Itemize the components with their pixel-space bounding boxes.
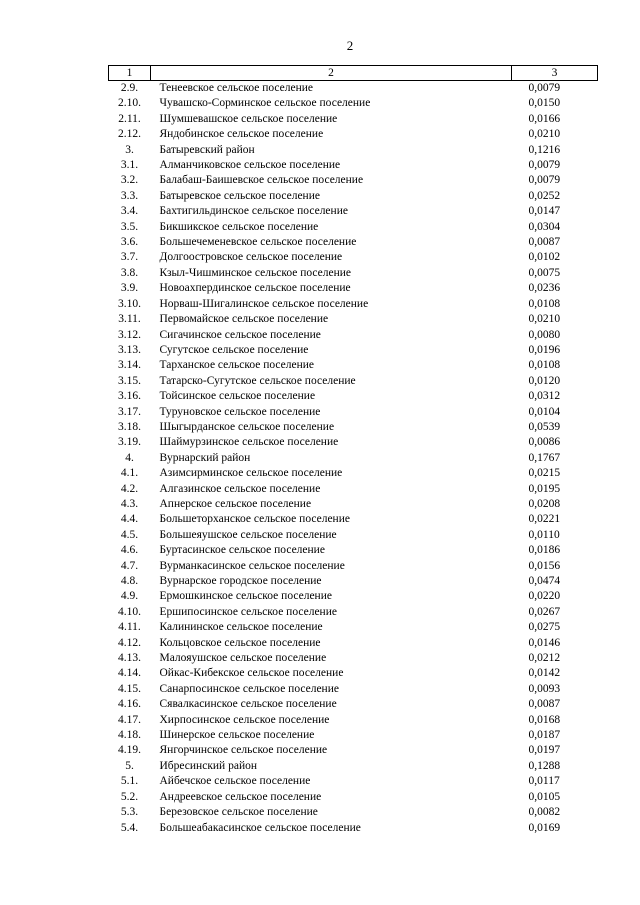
settlement-name: Кольцовское сельское поселение	[159, 636, 321, 649]
table-row	[109, 651, 598, 666]
settlement-name: Азимсирминское сельское поселение	[159, 467, 343, 480]
row-number: 2.12.	[118, 128, 141, 141]
row-number: 2.10.	[118, 97, 141, 110]
row-number: 4.8.	[120, 575, 139, 587]
row-number: 5.2.	[120, 790, 139, 803]
table-row	[109, 805, 598, 820]
coefficient-value: 0,0275	[528, 621, 561, 634]
row-number: 4.10.	[118, 605, 141, 618]
row-number: 4.9.	[120, 590, 139, 603]
settlement-name: Ибресинский район	[159, 759, 257, 772]
coefficient-value: 0,0197	[528, 744, 561, 757]
settlement-name: Чувашско-Сорминское сельское поселение	[159, 97, 371, 110]
row-number: 4.1.	[120, 467, 139, 480]
settlement-name: Шыгырданское сельское поселение	[159, 420, 335, 433]
settlement-name: Апнерское сельское поселение	[159, 497, 312, 510]
coefficient-value: 0,0146	[528, 636, 561, 649]
settlement-name: Сигачинское сельское поселение	[159, 328, 321, 341]
header-col-1: 1	[109, 66, 151, 81]
row-number: 3.1.	[120, 159, 139, 172]
table-row	[109, 328, 598, 343]
table-row	[109, 559, 598, 574]
coefficient-value: 0,0267	[528, 605, 561, 618]
table-row	[109, 605, 598, 620]
table-row	[109, 466, 598, 481]
table-row	[109, 250, 598, 265]
coefficient-value: 0,0252	[528, 189, 561, 202]
settlement-name: Тенеевское сельское поселение	[159, 82, 313, 94]
row-number: 3.	[125, 143, 134, 156]
row-number: 3.3.	[120, 189, 139, 202]
row-number: 3.13.	[118, 343, 141, 356]
coefficient-value: 0,0166	[528, 112, 561, 125]
row-number: 4.13.	[118, 652, 141, 665]
table-row	[109, 297, 598, 312]
row-number: 3.6.	[120, 236, 139, 249]
row-number: 4.7.	[120, 559, 139, 572]
table-row	[109, 173, 598, 188]
coefficient-value: 0,0210	[528, 128, 561, 141]
coefficient-value: 0,1288	[528, 759, 561, 772]
row-number: 2.11.	[118, 112, 141, 125]
coefficient-value: 0,0093	[528, 682, 561, 695]
table-row	[109, 636, 598, 651]
coefficient-value: 0,0196	[528, 343, 561, 356]
coefficient-value: 0,0110	[528, 528, 560, 541]
coefficient-value: 0,0187	[528, 729, 561, 742]
coefficient-value: 0,0210	[528, 313, 561, 326]
row-number: 4.17.	[118, 713, 141, 726]
table-row	[109, 774, 598, 789]
table-row	[109, 374, 598, 389]
table-row	[109, 697, 598, 712]
table-row	[109, 589, 598, 604]
settlement-name: Долгоостровское сельское поселение	[159, 251, 343, 264]
coefficient-value: 0,0079	[528, 82, 561, 94]
settlement-name: Кзыл-Чишминское сельское поселение	[159, 266, 352, 279]
table-row	[109, 235, 598, 250]
header-row	[109, 66, 598, 81]
table-row	[109, 713, 598, 728]
settlement-name: Большеторханское сельское поселение	[159, 513, 350, 526]
coefficient-value: 0,0075	[528, 266, 561, 279]
row-number: 3.18.	[118, 420, 141, 433]
table-row	[109, 743, 598, 758]
header-col-2: 2	[151, 66, 512, 81]
row-number: 3.19.	[118, 436, 141, 449]
coefficient-value: 0,0474	[528, 575, 561, 587]
coefficient-value: 0,0079	[528, 159, 561, 172]
row-number: 4.	[125, 451, 134, 464]
coefficient-value: 0,0108	[528, 297, 561, 310]
coefficient-value: 0,0079	[528, 174, 561, 187]
coefficient-value: 0,0156	[528, 559, 561, 572]
settlement-name: Балабаш-Баишевское сельское поселение	[159, 174, 364, 187]
table-row	[109, 112, 598, 127]
row-number: 4.15.	[118, 682, 141, 695]
settlement-name: Вурманкасинское сельское поселение	[159, 559, 345, 572]
settlement-name: Хирпосинское сельское поселение	[159, 713, 330, 726]
table-row	[109, 81, 598, 97]
table-row	[109, 728, 598, 743]
settlement-name: Санарпосинское сельское поселение	[159, 682, 339, 695]
coefficient-value: 0,0168	[528, 713, 561, 726]
coefficient-value: 0,0236	[528, 282, 561, 295]
coefficient-value: 0,0221	[528, 513, 561, 526]
table-row	[109, 220, 598, 235]
table-row	[109, 189, 598, 204]
row-number: 3.8.	[120, 266, 139, 279]
settlement-name: Норваш-Шигалинское сельское поселение	[159, 297, 369, 310]
settlement-name: Березовское сельское поселение	[159, 806, 318, 819]
settlement-name: Шаймурзинское сельское поселение	[159, 436, 339, 449]
row-number: 3.4.	[120, 205, 139, 218]
coefficient-value: 0,0312	[528, 390, 561, 403]
table-row	[109, 96, 598, 111]
row-number: 3.11.	[118, 313, 141, 326]
settlement-name: Ершипосинское сельское поселение	[159, 605, 337, 618]
row-number: 3.5.	[120, 220, 139, 233]
row-number: 3.15.	[118, 374, 141, 387]
coefficient-value: 0,0087	[528, 698, 561, 711]
page-number: 2	[346, 38, 354, 53]
table-row	[109, 574, 598, 589]
coefficient-value: 0,0169	[528, 821, 561, 834]
coefficient-value: 0,0082	[528, 806, 561, 819]
row-number: 4.11.	[118, 621, 141, 634]
coefficient-value: 0,1216	[528, 143, 561, 156]
table-row	[109, 266, 598, 281]
settlement-name: Сявалкасинское сельское поселение	[159, 698, 337, 711]
coefficient-value: 0,0080	[528, 328, 561, 341]
table-row	[109, 682, 598, 697]
table-row	[109, 451, 598, 466]
table-row	[109, 821, 598, 836]
coefficient-value: 0,0087	[528, 236, 561, 249]
table-row	[109, 405, 598, 420]
settlement-name: Бахтигильдинское сельское поселение	[159, 205, 348, 218]
settlement-name: Тойсинское сельское поселение	[159, 390, 316, 403]
table-row	[109, 528, 598, 543]
settlement-name: Янгорчинское сельское поселение	[159, 744, 328, 757]
row-number: 4.12.	[118, 636, 141, 649]
settlement-name: Татарско-Сугутское сельское поселение	[159, 374, 356, 387]
settlement-name: Буртасинское сельское поселение	[159, 544, 325, 557]
row-number: 2.9.	[120, 82, 139, 94]
header-col-3: 3	[512, 66, 598, 81]
settlement-name: Бикшикское сельское поселение	[159, 220, 319, 233]
row-number: 5.1.	[120, 775, 139, 788]
table-body	[109, 81, 598, 836]
row-number: 3.2.	[120, 174, 139, 187]
row-number: 5.	[125, 759, 134, 772]
coefficient-value: 0,0104	[528, 405, 561, 418]
settlement-name: Яндобинское сельское поселение	[159, 128, 324, 141]
coefficient-value: 0,1767	[528, 451, 561, 464]
settlement-name: Батыревский район	[159, 143, 255, 156]
settlement-name: Большечеменевское сельское поселение	[159, 236, 357, 249]
settlement-name: Туруновское сельское поселение	[159, 405, 321, 418]
table-row	[109, 420, 598, 435]
settlement-name: Вурнарский район	[159, 451, 251, 464]
row-number: 5.3.	[120, 806, 139, 819]
coefficient-value: 0,0539	[528, 420, 561, 433]
row-number: 4.5.	[120, 528, 139, 541]
settlement-name: Батыревское сельское поселение	[159, 189, 320, 202]
coefficient-value: 0,0212	[528, 652, 561, 665]
settlement-name: Первомайское сельское поселение	[159, 313, 329, 326]
row-number: 4.18.	[118, 729, 141, 742]
coefficient-value: 0,0117	[528, 775, 560, 788]
settlement-name: Андреевское сельское поселение	[159, 790, 322, 803]
table-row	[109, 204, 598, 219]
coefficient-value: 0,0150	[528, 97, 561, 110]
settlement-name: Айбечское сельское поселение	[159, 775, 311, 788]
coefficient-value: 0,0147	[528, 205, 561, 218]
coefficient-value: 0,0142	[528, 667, 561, 680]
table-row	[109, 143, 598, 158]
coefficient-value: 0,0220	[528, 590, 561, 603]
table-row	[109, 343, 598, 358]
table-row	[109, 435, 598, 450]
row-number: 4.14.	[118, 667, 141, 680]
coefficient-value: 0,0105	[528, 790, 561, 803]
settlement-name: Вурнарское городское поселение	[159, 575, 322, 587]
row-number: 4.3.	[120, 497, 139, 510]
row-number: 3.10.	[118, 297, 141, 310]
row-number: 3.17.	[118, 405, 141, 418]
table-row	[109, 620, 598, 635]
table-row	[109, 759, 598, 774]
coefficient-value: 0,0086	[528, 436, 561, 449]
table-row	[109, 666, 598, 681]
settlement-name: Калининское сельское поселение	[159, 621, 323, 634]
row-number: 3.7.	[120, 251, 139, 264]
coefficient-value: 0,0208	[528, 497, 561, 510]
coefficient-value: 0,0195	[528, 482, 561, 495]
coefficient-value: 0,0102	[528, 251, 561, 264]
coefficient-value: 0,0304	[528, 220, 561, 233]
settlement-name: Сугутское сельское поселение	[159, 343, 309, 356]
settlement-name: Шумшевашское сельское поселение	[159, 112, 338, 125]
coefficient-value: 0,0215	[528, 467, 561, 480]
coefficient-value: 0,0108	[528, 359, 561, 372]
row-number: 4.19.	[118, 744, 141, 757]
settlement-name: Алманчиковское сельское поселение	[159, 159, 341, 172]
row-number: 3.16.	[118, 390, 141, 403]
row-number: 3.12.	[118, 328, 141, 341]
settlement-name: Малояушское сельское поселение	[159, 652, 327, 665]
settlement-name: Большеабакасинское сельское поселение	[159, 821, 361, 834]
row-number: 4.4.	[120, 513, 139, 526]
settlement-name: Шинерское сельское поселение	[159, 729, 315, 742]
table-row	[109, 158, 598, 173]
row-number: 3.14.	[118, 359, 141, 372]
row-number: 5.4.	[120, 821, 139, 834]
table-row	[109, 543, 598, 558]
table-row	[109, 497, 598, 512]
coefficient-value: 0,0120	[528, 374, 561, 387]
settlement-name: Алгазинское сельское поселение	[159, 482, 321, 495]
settlement-name: Большеяушское сельское поселение	[159, 528, 337, 541]
settlement-name: Ойкас-Кибекское сельское поселение	[159, 667, 344, 680]
row-number: 4.16.	[118, 698, 141, 711]
coefficient-value: 0,0186	[528, 544, 561, 557]
table-row	[109, 127, 598, 142]
row-number: 4.2.	[120, 482, 139, 495]
settlement-name: Новоахпердинское сельское поселение	[159, 282, 351, 295]
row-number: 4.6.	[120, 544, 139, 557]
table-row	[109, 312, 598, 327]
table-row	[109, 358, 598, 373]
table-row	[109, 512, 598, 527]
settlement-name: Ермошкинское сельское поселение	[159, 590, 332, 603]
table-row	[109, 281, 598, 296]
table-row	[109, 389, 598, 404]
distribution-table	[108, 65, 598, 836]
table-row	[109, 790, 598, 805]
table-header	[109, 66, 598, 81]
settlement-name: Тарханское сельское поселение	[159, 359, 315, 372]
row-number: 3.9.	[120, 282, 139, 295]
table-row	[109, 482, 598, 497]
